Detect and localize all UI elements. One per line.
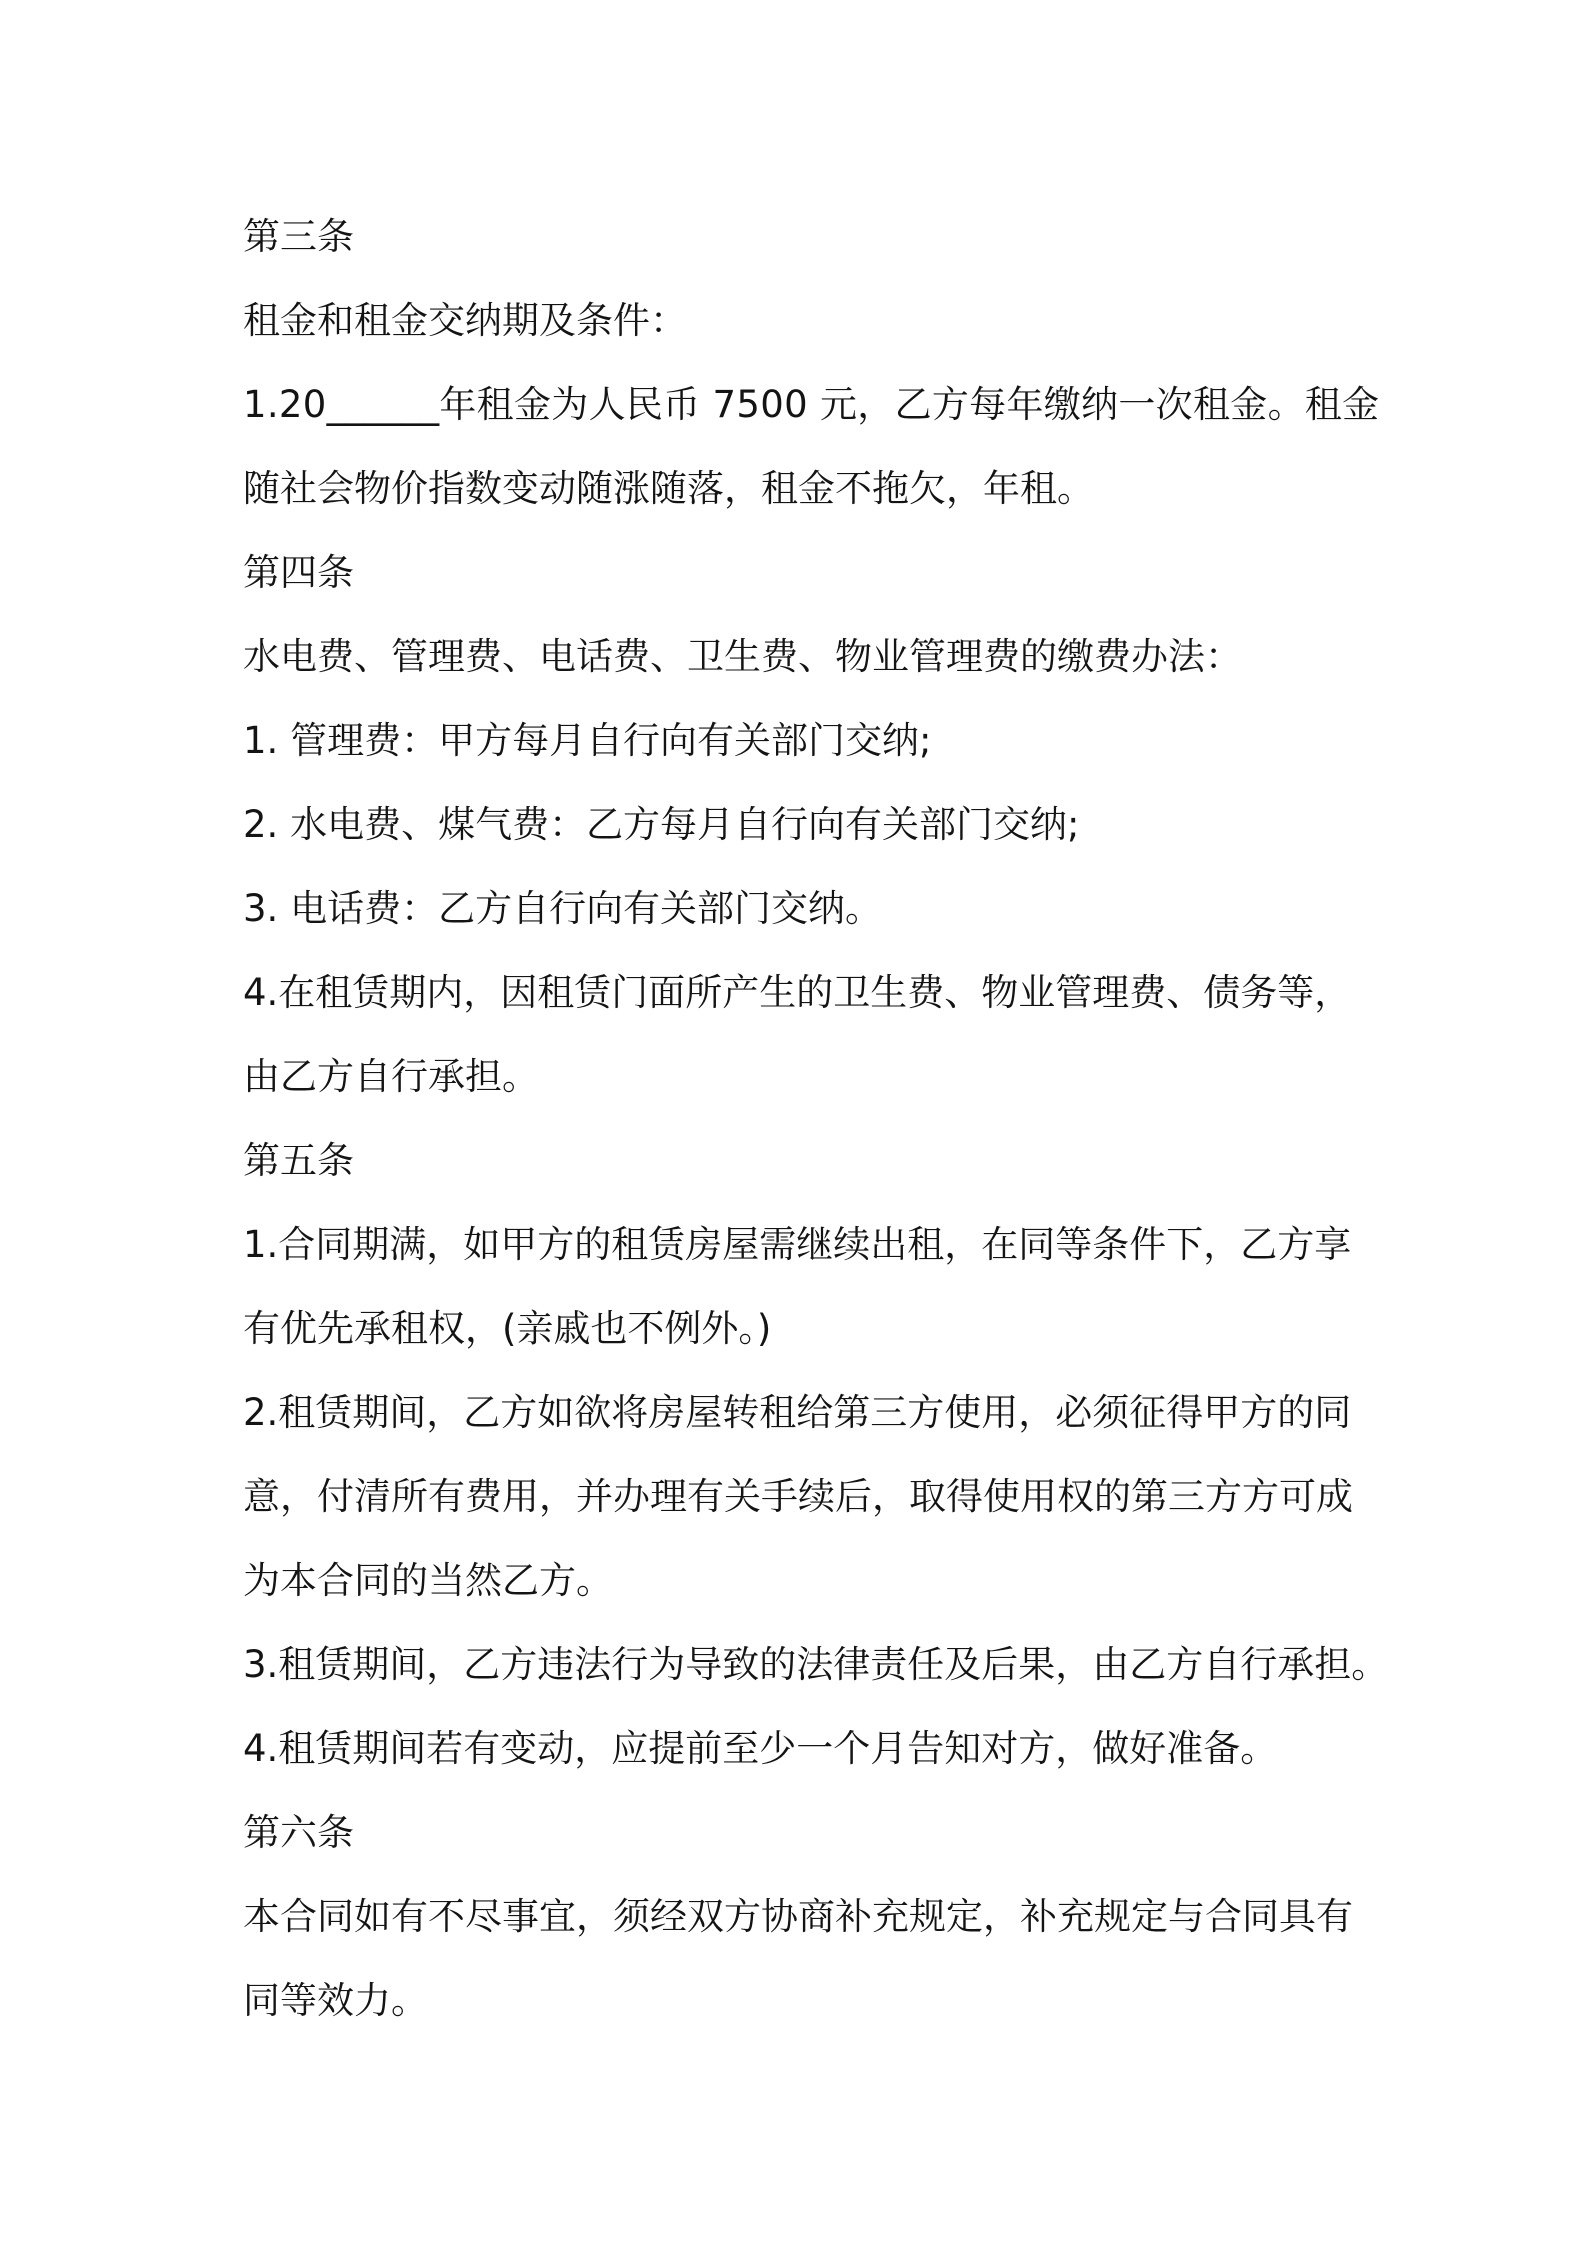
heading-article-4: 第四条 <box>243 551 354 594</box>
rent-clause-line-2: 随社会物价指数变动随涨随落，租金不拖欠，年租。 <box>243 467 1094 510</box>
clause-6-line-2: 同等效力。 <box>243 1979 428 2022</box>
fee-item-4-line-1: 4.在租赁期内，因租赁门面所产生的卫生费、物业管理费、债务等， <box>243 971 1352 1014</box>
clause-6-line-1: 本合同如有不尽事宜，须经双方协商补充规定，补充规定与合同具有 <box>243 1895 1353 1938</box>
fees-title: 水电费、管理费、电话费、卫生费、物业管理费的缴费办法： <box>243 635 1242 678</box>
clause-5-1-line-1: 1.合同期满，如甲方的租赁房屋需继续出租，在同等条件下，乙方享 <box>243 1223 1352 1266</box>
fee-item-4-line-2: 由乙方自行承担。 <box>243 1055 539 1098</box>
fee-item-2: 2. 水电费、煤气费：乙方每月自行向有关部门交纳; <box>243 803 1080 846</box>
clause-5-2-line-3: 为本合同的当然乙方。 <box>243 1559 613 1602</box>
fee-item-3: 3. 电话费：乙方自行向有关部门交纳。 <box>243 887 883 930</box>
clause-5-1-line-2: 有优先承租权，(亲戚也不例外。) <box>243 1307 772 1350</box>
fee-item-1: 1. 管理费：甲方每月自行向有关部门交纳; <box>243 719 932 762</box>
rent-terms-title: 租金和租金交纳期及条件： <box>243 299 687 342</box>
rent-clause-line-1: 1.20______年租金为人民币 7500 元，乙方每年缴纳一次租金。租金 <box>243 383 1380 426</box>
clause-5-4: 4.租赁期间若有变动，应提前至少一个月告知对方，做好准备。 <box>243 1727 1278 1770</box>
contract-text <box>243 195 1389 2043</box>
clause-5-3: 3.租赁期间，乙方违法行为导致的法律责任及后果，由乙方自行承担。 <box>243 1643 1389 1686</box>
heading-article-5: 第五条 <box>243 1139 354 1182</box>
clause-5-2-line-2: 意，付清所有费用，并办理有关手续后，取得使用权的第三方方可成 <box>243 1475 1353 1518</box>
heading-article-3: 第三条 <box>243 215 354 258</box>
heading-article-6: 第六条 <box>243 1811 354 1854</box>
clause-5-2-line-1: 2.租赁期间，乙方如欲将房屋转租给第三方使用，必须征得甲方的同 <box>243 1391 1352 1434</box>
